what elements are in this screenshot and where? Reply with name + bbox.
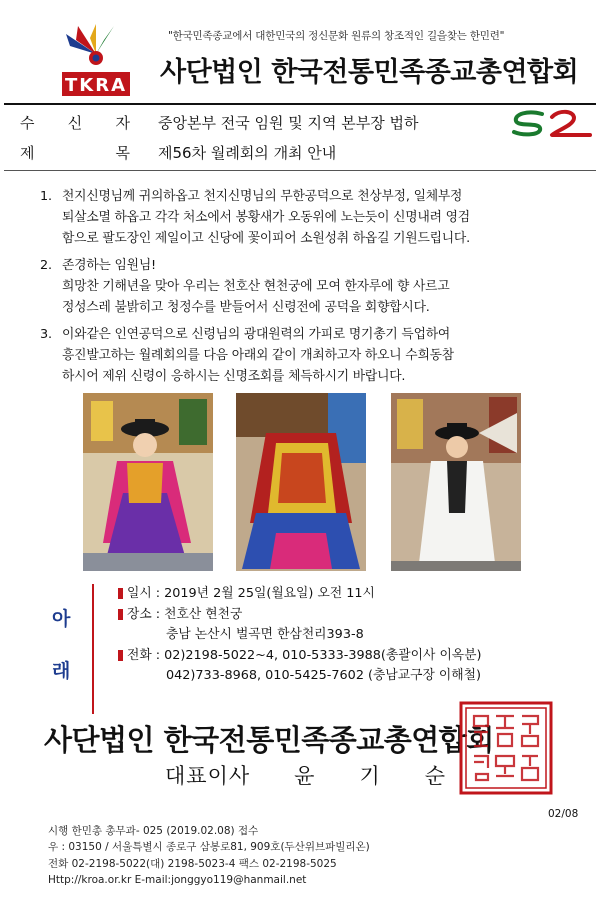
ceremony-photo-1 xyxy=(83,393,213,571)
subject-label: 제 목 xyxy=(20,144,130,162)
phone-line-1: : 02)2198-5022~4, 010-5333-3988(총괄이사 이옥분) xyxy=(155,647,482,663)
red-bullet-icon xyxy=(118,588,123,599)
subject-value: 제56차 월례회의 개최 안내 xyxy=(158,144,337,162)
footer-line-web: Http://kroa.or.kr E-mail:jonggyo119@hanmail.net xyxy=(48,874,307,887)
organization-logo-icon xyxy=(52,24,140,100)
phone-row-2 xyxy=(118,666,578,687)
notice-item: 3. 이와같은 인연공덕으로 신령님의 광대원력의 가피로 명기총기 득업하여 흥진발고하는 월례회의를 다음 아래외 같이 개최하고자 하오니 수희동참 하시어 제위 신령이 응하시는 신명조회를 체득하시기 바랍니다. xyxy=(40,327,454,384)
logo-lettering xyxy=(65,75,127,96)
rep-name-3: 순 xyxy=(424,764,447,788)
recipient-value: 중앙본부 전국 임원 및 지역 본부장 법하 xyxy=(158,114,419,132)
s2-brand-mark-icon xyxy=(508,108,592,138)
arae-char-2: 래 xyxy=(52,660,71,682)
red-bullet-icon xyxy=(118,609,123,620)
footer-line-issuance: 시행 한민총 총무과- 025 (2019.02.08) 접수 xyxy=(48,825,259,837)
place-value: : 천호산 현천궁 xyxy=(155,606,243,622)
date-row xyxy=(118,584,578,605)
details-divider xyxy=(92,584,94,714)
org-title: 사단법인 한국전통민족종교총연합회 xyxy=(160,57,579,88)
phone-row xyxy=(118,646,578,667)
date-value: : 2019년 2월 25일(월요일) 오전 11시 xyxy=(155,586,375,601)
representative-line xyxy=(165,760,446,790)
red-bullet-icon xyxy=(118,650,123,661)
rep-name-2: 기 xyxy=(359,764,381,788)
footer-line-phone: 전화 02-2198-5022(대) 2198-5023-4 팩스 02-2198-5025 xyxy=(48,857,337,870)
document-footer xyxy=(48,823,370,889)
ceremony-photos xyxy=(83,393,521,571)
page-number: 02/08 xyxy=(548,808,579,820)
place-label: 장소 xyxy=(127,606,152,622)
ceremony-photo-2 xyxy=(236,393,366,571)
date-label: 일시 xyxy=(127,586,152,601)
notice-item: 2. 존경하는 임원님! 희망찬 기해년을 맞아 우리는 천호산 현천궁에 모여 한자루에 향 사르고 정성스레 불밝히고 청정수를 받들어서 신령전에 공덕을 회향합시다. xyxy=(40,258,450,315)
header-divider xyxy=(4,103,596,105)
slogan-text: "한국민족종교에서 대한민국의 정신문화 원류의 창조적인 길을찾는 한민련" xyxy=(168,30,505,42)
place-address: 충남 논산시 벌곡면 한삼천리393-8 xyxy=(166,627,364,642)
notice-body xyxy=(40,186,575,393)
notice-item: 1. 천지신명님께 귀의하옵고 천지신명님의 무한공덕으로 천상부정, 일체부정 퇴살소멸 하옵고 각각 처소에서 봉황새가 오동위에 노는듯이 신명내려 영검 함으로 팔도장인 제일이고 신당에 꽃이피어 소원성취 하옵길 기원드립니다. xyxy=(40,189,470,246)
rep-name-1: 윤 xyxy=(294,764,316,788)
rep-title: 대표이사 xyxy=(165,764,251,788)
phone-label: 전화 xyxy=(127,647,152,663)
footer-line-address: 우 : 03150 / 서울특별시 종로구 삼봉로81, 909호(두산위브파빌리온) xyxy=(48,841,370,854)
subject-divider xyxy=(4,170,596,171)
ceremony-photo-3 xyxy=(391,393,521,571)
official-seal-icon xyxy=(458,700,554,796)
meeting-details xyxy=(118,584,578,687)
phone-line-2: 042)733-8968, 010-5425-7602 (충남교구장 이해철) xyxy=(166,668,481,683)
recipient-label: 수 신 자 xyxy=(20,114,130,132)
arae-char-1: 아 xyxy=(52,608,71,630)
place-address-row xyxy=(118,625,578,646)
signature-org-name: 사단법인 한국전통민족종교총연합회 xyxy=(44,723,494,757)
place-row xyxy=(118,605,578,626)
svg-text:TKRA: TKRA xyxy=(64,75,128,96)
